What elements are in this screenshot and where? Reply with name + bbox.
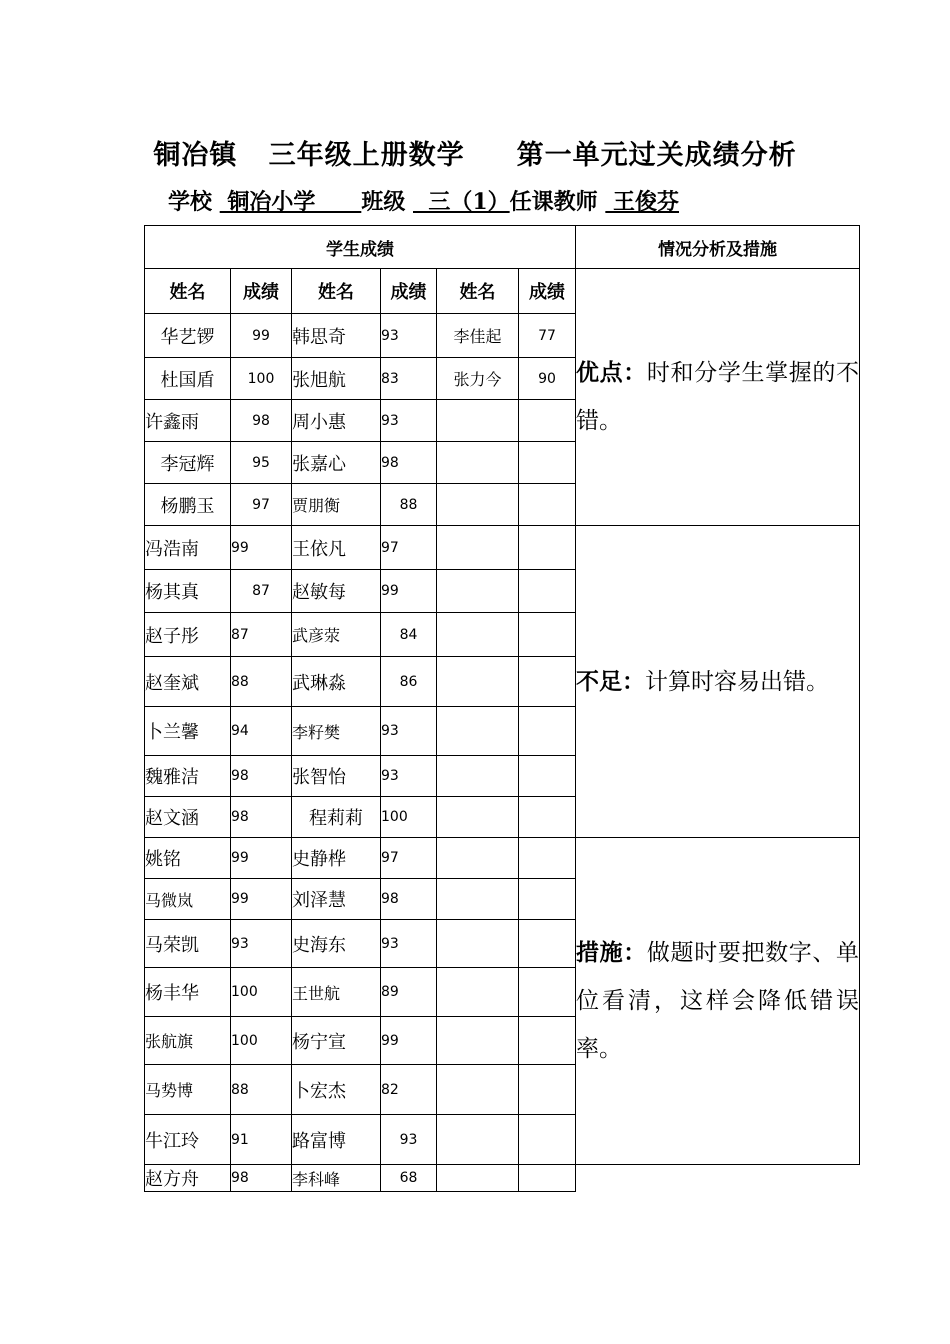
student-name-cell: 韩思奇 — [292, 314, 381, 358]
student-name-cell: 周小惠 — [292, 400, 381, 442]
student-name-cell: 杨丰华 — [145, 968, 231, 1017]
student-score-cell: 100 — [381, 797, 437, 838]
student-score-cell: 98 — [231, 400, 292, 442]
student-score-cell: 95 — [231, 442, 292, 484]
student-name-cell — [437, 1165, 519, 1192]
student-name-cell: 牛江玲 — [145, 1115, 231, 1165]
student-score-cell: 98 — [381, 879, 437, 920]
class-label: 班级 — [361, 189, 406, 215]
measures-label: 措施： — [576, 939, 647, 966]
student-score-cell: 94 — [231, 707, 292, 756]
advantages-text: 时和分学生掌握的不错。 — [576, 360, 860, 434]
student-score-cell: 99 — [231, 526, 292, 570]
student-name-cell — [437, 968, 519, 1017]
column-header-row — [145, 269, 860, 314]
student-score-cell — [519, 707, 576, 756]
student-name-cell: 赵敏每 — [292, 570, 381, 613]
class-value: 三（1） — [413, 189, 510, 215]
student-score-cell: 89 — [381, 968, 437, 1017]
student-name-cell — [437, 1065, 519, 1115]
student-score-cell — [519, 657, 576, 707]
student-name-cell — [437, 400, 519, 442]
student-name-cell: 冯浩南 — [145, 526, 231, 570]
student-score-cell — [519, 1165, 576, 1192]
student-score-cell: 98 — [231, 797, 292, 838]
student-score-cell: 99 — [381, 570, 437, 613]
student-name-cell: 卜宏杰 — [292, 1065, 381, 1115]
advantages-note — [576, 269, 860, 526]
student-name-cell: 刘泽慧 — [292, 879, 381, 920]
student-score-cell: 87 — [231, 613, 292, 657]
student-name-cell: 杨其真 — [145, 570, 231, 613]
student-name-cell: 王依凡 — [292, 526, 381, 570]
student-score-cell: 91 — [231, 1115, 292, 1165]
student-score-cell: 77 — [519, 314, 576, 358]
student-name-cell: 王世航 — [292, 968, 381, 1017]
school-label: 学校 — [168, 189, 213, 215]
student-name-cell — [437, 1017, 519, 1065]
student-score-cell — [519, 756, 576, 797]
student-name-cell: 马荣凯 — [145, 920, 231, 968]
student-score-cell: 82 — [381, 1065, 437, 1115]
score-column-header: 成绩 — [519, 269, 576, 314]
student-name-cell — [437, 613, 519, 657]
analysis-header: 情况分析及措施 — [576, 226, 860, 269]
student-name-cell — [437, 484, 519, 526]
student-score-cell: 100 — [231, 968, 292, 1017]
student-name-cell: 赵奎斌 — [145, 657, 231, 707]
student-score-cell — [519, 968, 576, 1017]
student-name-cell: 贾朋衡 — [292, 484, 381, 526]
student-name-cell: 许鑫雨 — [145, 400, 231, 442]
student-score-cell — [519, 1065, 576, 1115]
student-score-cell: 84 — [381, 613, 437, 657]
student-name-cell: 赵方舟 — [145, 1165, 231, 1192]
student-score-cell — [519, 920, 576, 968]
document-subtitle — [168, 185, 679, 216]
student-score-cell: 90 — [519, 358, 576, 400]
student-name-cell: 张航旗 — [145, 1017, 231, 1065]
student-name-cell: 张旭航 — [292, 358, 381, 400]
name-column-header: 姓名 — [437, 269, 519, 314]
student-score-cell — [519, 570, 576, 613]
student-score-cell: 100 — [231, 1017, 292, 1065]
document-title: 铜冶镇 三年级上册数学 第一单元过关成绩分析 — [153, 140, 797, 171]
shortcomings-text: 计算时容易出错。 — [645, 668, 829, 695]
student-name-cell: 李佳起 — [437, 314, 519, 358]
student-name-cell: 张智怡 — [292, 756, 381, 797]
score-column-header: 成绩 — [231, 269, 292, 314]
student-name-cell — [437, 657, 519, 707]
student-score-cell: 93 — [231, 920, 292, 968]
student-score-cell — [519, 484, 576, 526]
student-score-cell: 98 — [231, 756, 292, 797]
shortcomings-note — [576, 526, 860, 838]
student-score-cell: 68 — [381, 1165, 437, 1192]
scores-header: 学生成绩 — [145, 226, 576, 269]
student-name-cell: 张嘉心 — [292, 442, 381, 484]
student-score-cell: 97 — [381, 526, 437, 570]
student-name-cell — [437, 707, 519, 756]
student-score-cell: 87 — [231, 570, 292, 613]
student-name-cell: 武彦荥 — [292, 613, 381, 657]
student-score-cell: 99 — [381, 1017, 437, 1065]
table-row — [145, 1165, 860, 1192]
name-column-header: 姓名 — [145, 269, 231, 314]
student-score-cell — [519, 400, 576, 442]
score-column-header: 成绩 — [381, 269, 437, 314]
student-score-cell: 93 — [381, 400, 437, 442]
student-score-cell — [519, 797, 576, 838]
student-name-cell: 杨鹏玉 — [145, 484, 231, 526]
student-score-cell: 97 — [231, 484, 292, 526]
score-table — [144, 225, 860, 1192]
student-score-cell: 99 — [231, 879, 292, 920]
student-name-cell: 赵子彤 — [145, 613, 231, 657]
student-name-cell: 魏雅洁 — [145, 756, 231, 797]
school-value: 铜冶小学 — [219, 189, 362, 215]
student-name-cell — [437, 570, 519, 613]
student-score-cell — [519, 879, 576, 920]
student-name-cell — [437, 797, 519, 838]
student-score-cell: 93 — [381, 920, 437, 968]
student-name-cell: 赵文涵 — [145, 797, 231, 838]
student-score-cell: 88 — [231, 657, 292, 707]
student-score-cell — [519, 526, 576, 570]
student-name-cell — [437, 756, 519, 797]
student-score-cell: 98 — [381, 442, 437, 484]
student-score-cell: 99 — [231, 838, 292, 879]
measures-note — [576, 838, 860, 1165]
student-score-cell: 93 — [381, 1115, 437, 1165]
student-name-cell: 路富博 — [292, 1115, 381, 1165]
student-score-cell: 88 — [231, 1065, 292, 1115]
name-column-header: 姓名 — [292, 269, 381, 314]
student-score-cell: 83 — [381, 358, 437, 400]
student-score-cell: 93 — [381, 707, 437, 756]
student-name-cell — [437, 1115, 519, 1165]
student-score-cell: 99 — [231, 314, 292, 358]
student-score-cell: 86 — [381, 657, 437, 707]
student-name-cell: 武琳淼 — [292, 657, 381, 707]
table-row — [145, 526, 860, 570]
student-name-cell: 史静桦 — [292, 838, 381, 879]
student-name-cell: 程莉莉 — [292, 797, 381, 838]
student-name-cell: 杜国盾 — [145, 358, 231, 400]
student-name-cell: 史海东 — [292, 920, 381, 968]
student-name-cell: 姚铭 — [145, 838, 231, 879]
student-score-cell — [519, 613, 576, 657]
student-score-cell: 97 — [381, 838, 437, 879]
student-name-cell — [437, 526, 519, 570]
student-name-cell: 杨宁宣 — [292, 1017, 381, 1065]
student-score-cell: 93 — [381, 756, 437, 797]
student-name-cell: 李科峰 — [292, 1165, 381, 1192]
shortcomings-label: 不足： — [576, 667, 645, 695]
advantages-label: 优点： — [576, 359, 647, 386]
student-name-cell — [437, 442, 519, 484]
student-name-cell: 马微岚 — [145, 879, 231, 920]
student-score-cell: 93 — [381, 314, 437, 358]
measures-text: 做题时要把数字、单位看清，这样会降低错误率。 — [576, 940, 860, 1062]
student-name-cell — [437, 920, 519, 968]
student-score-cell — [519, 1017, 576, 1065]
student-name-cell — [437, 879, 519, 920]
student-name-cell: 李冠辉 — [145, 442, 231, 484]
student-score-cell: 100 — [231, 358, 292, 400]
student-name-cell: 卜兰馨 — [145, 707, 231, 756]
student-score-cell — [519, 442, 576, 484]
student-name-cell — [437, 838, 519, 879]
table-row — [145, 838, 860, 879]
student-score-cell — [519, 838, 576, 879]
teacher-label: 任课教师 — [509, 189, 598, 215]
student-name-cell: 张力今 — [437, 358, 519, 400]
student-score-cell — [519, 1115, 576, 1165]
teacher-value: 王俊芬 — [605, 189, 679, 215]
student-score-cell: 98 — [231, 1165, 292, 1192]
student-name-cell: 李籽樊 — [292, 707, 381, 756]
student-name-cell: 马势博 — [145, 1065, 231, 1115]
student-name-cell: 华艺锣 — [145, 314, 231, 358]
student-score-cell: 88 — [381, 484, 437, 526]
